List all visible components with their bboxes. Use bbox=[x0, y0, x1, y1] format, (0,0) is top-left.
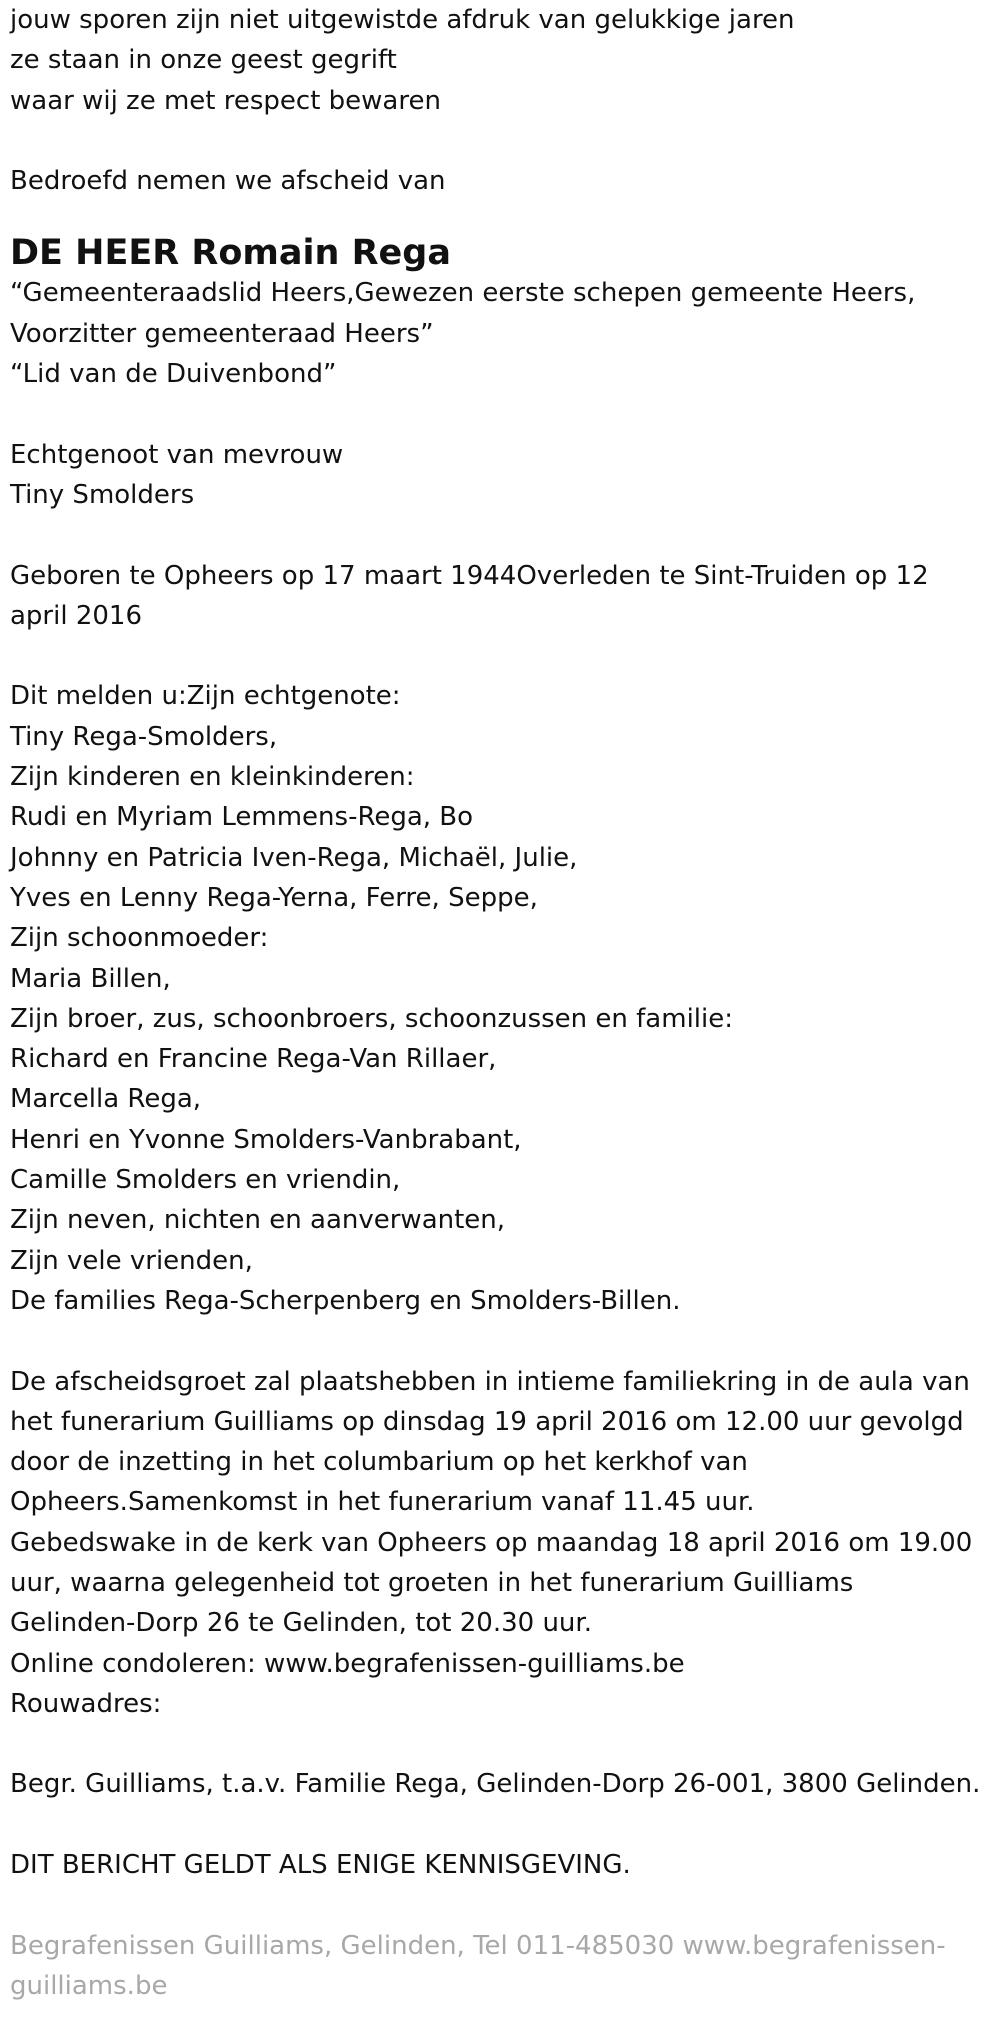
announced-by bbox=[10, 676, 995, 1321]
poem bbox=[10, 0, 995, 121]
notice-text: DIT BERICHT GELDT ALS ENIGE KENNISGEVING. bbox=[10, 1850, 631, 1881]
poem-line: ze staan in onze geest gegrift bbox=[10, 45, 397, 76]
family-line: Dit melden u:Zijn echtgenote: bbox=[10, 681, 401, 712]
ceremony-line: uur, waarna gelegenheid tot groeten in het funerarium Guilliams bbox=[10, 1567, 854, 1598]
birth-death-line: Geboren te Opheers op 17 maart 1944Overleden te Sint-Truiden op 12 bbox=[10, 560, 929, 591]
poem-line: jouw sporen zijn niet uitgewistde afdruk van gelukkige jaren bbox=[10, 5, 795, 35]
family-line: Maria Billen, bbox=[10, 963, 171, 994]
family-line: Camille Smolders en vriendin, bbox=[10, 1165, 401, 1196]
footer-line: Begrafenissen Guilliams, Gelinden, Tel 011-485030 www.begrafenissen- bbox=[10, 1930, 946, 1961]
mourning-address: Begr. Guilliams, t.a.v. Familie Rega, Gelinden-Dorp 26-001, 3800 Gelinden. bbox=[10, 1769, 981, 1800]
intro-text: Bedroefd nemen we afscheid van bbox=[10, 166, 446, 197]
birth-death bbox=[10, 556, 995, 637]
titles bbox=[10, 273, 995, 394]
family-line: Richard en Francine Rega-Van Rillaer, bbox=[10, 1044, 497, 1075]
ceremony-details bbox=[10, 1362, 995, 1725]
family-line: Zijn schoonmoeder: bbox=[10, 923, 269, 954]
poem-line: waar wij ze met respect bewaren bbox=[10, 85, 441, 116]
family-line: Rudi en Myriam Lemmens-Rega, Bo bbox=[10, 802, 474, 833]
family-line: Tiny Rega-Smolders, bbox=[10, 721, 278, 752]
family-line: De families Rega-Scherpenberg en Smolders-Billen. bbox=[10, 1285, 681, 1316]
spacer bbox=[10, 1805, 995, 1845]
family-line: Zijn broer, zus, schoonbroers, schoonzussen en familie: bbox=[10, 1003, 733, 1034]
spouse-line: Tiny Smolders bbox=[10, 479, 195, 510]
title-line: “Lid van de Duivenbond” bbox=[10, 359, 337, 390]
deceased-name: DE HEER Romain Rega bbox=[10, 233, 451, 274]
ceremony-line: Opheers.Samenkomst in het funerarium vanaf 11.45 uur. bbox=[10, 1487, 755, 1518]
ceremony-line: door de inzetting in het columbarium op het kerkhof van bbox=[10, 1447, 748, 1478]
family-line: Marcella Rega, bbox=[10, 1084, 202, 1115]
spacer bbox=[10, 121, 995, 161]
birth-death-line: april 2016 bbox=[10, 600, 143, 631]
funeral-home-footer bbox=[10, 1926, 995, 2007]
ceremony-line: Online condoleren: www.begrafenissen-guilliams.be bbox=[10, 1648, 685, 1679]
ceremony-line: Gebedswake in de kerk van Opheers op maandag 18 april 2016 om 19.00 bbox=[10, 1527, 973, 1558]
family-line: Yves en Lenny Rega-Yerna, Ferre, Seppe, bbox=[10, 882, 538, 913]
spouse-line: Echtgenoot van mevrouw bbox=[10, 439, 344, 470]
spacer bbox=[10, 1724, 995, 1764]
spacer bbox=[10, 394, 995, 434]
spacer bbox=[10, 1885, 995, 1925]
family-line: Henri en Yvonne Smolders-Vanbrabant, bbox=[10, 1124, 522, 1155]
title-line: Voorzitter gemeenteraad Heers” bbox=[10, 318, 434, 349]
ceremony-line: De afscheidsgroet zal plaatshebben in intieme familiekring in de aula van bbox=[10, 1366, 970, 1397]
ceremony-line: het funerarium Guilliams op dinsdag 19 april 2016 om 12.00 uur gevolgd bbox=[10, 1406, 964, 1437]
footer-line: guilliams.be bbox=[10, 1970, 168, 2001]
spacer bbox=[10, 636, 995, 676]
obituary-document bbox=[10, 0, 995, 2006]
family-line: Zijn neven, nichten en aanverwanten, bbox=[10, 1205, 506, 1236]
spacer bbox=[10, 515, 995, 555]
family-line: Zijn kinderen en kleinkinderen: bbox=[10, 762, 415, 793]
spacer bbox=[10, 1321, 995, 1361]
spouse bbox=[10, 435, 995, 516]
family-line: Johnny en Patricia Iven-Rega, Michaël, Julie, bbox=[10, 842, 578, 873]
family-line: Zijn vele vrienden, bbox=[10, 1245, 253, 1276]
title-line: “Gemeenteraadslid Heers,Gewezen eerste schepen gemeente Heers, bbox=[10, 278, 916, 309]
ceremony-line: Gelinden-Dorp 26 te Gelinden, tot 20.30 uur. bbox=[10, 1608, 592, 1639]
ceremony-line: Rouwadres: bbox=[10, 1688, 162, 1719]
